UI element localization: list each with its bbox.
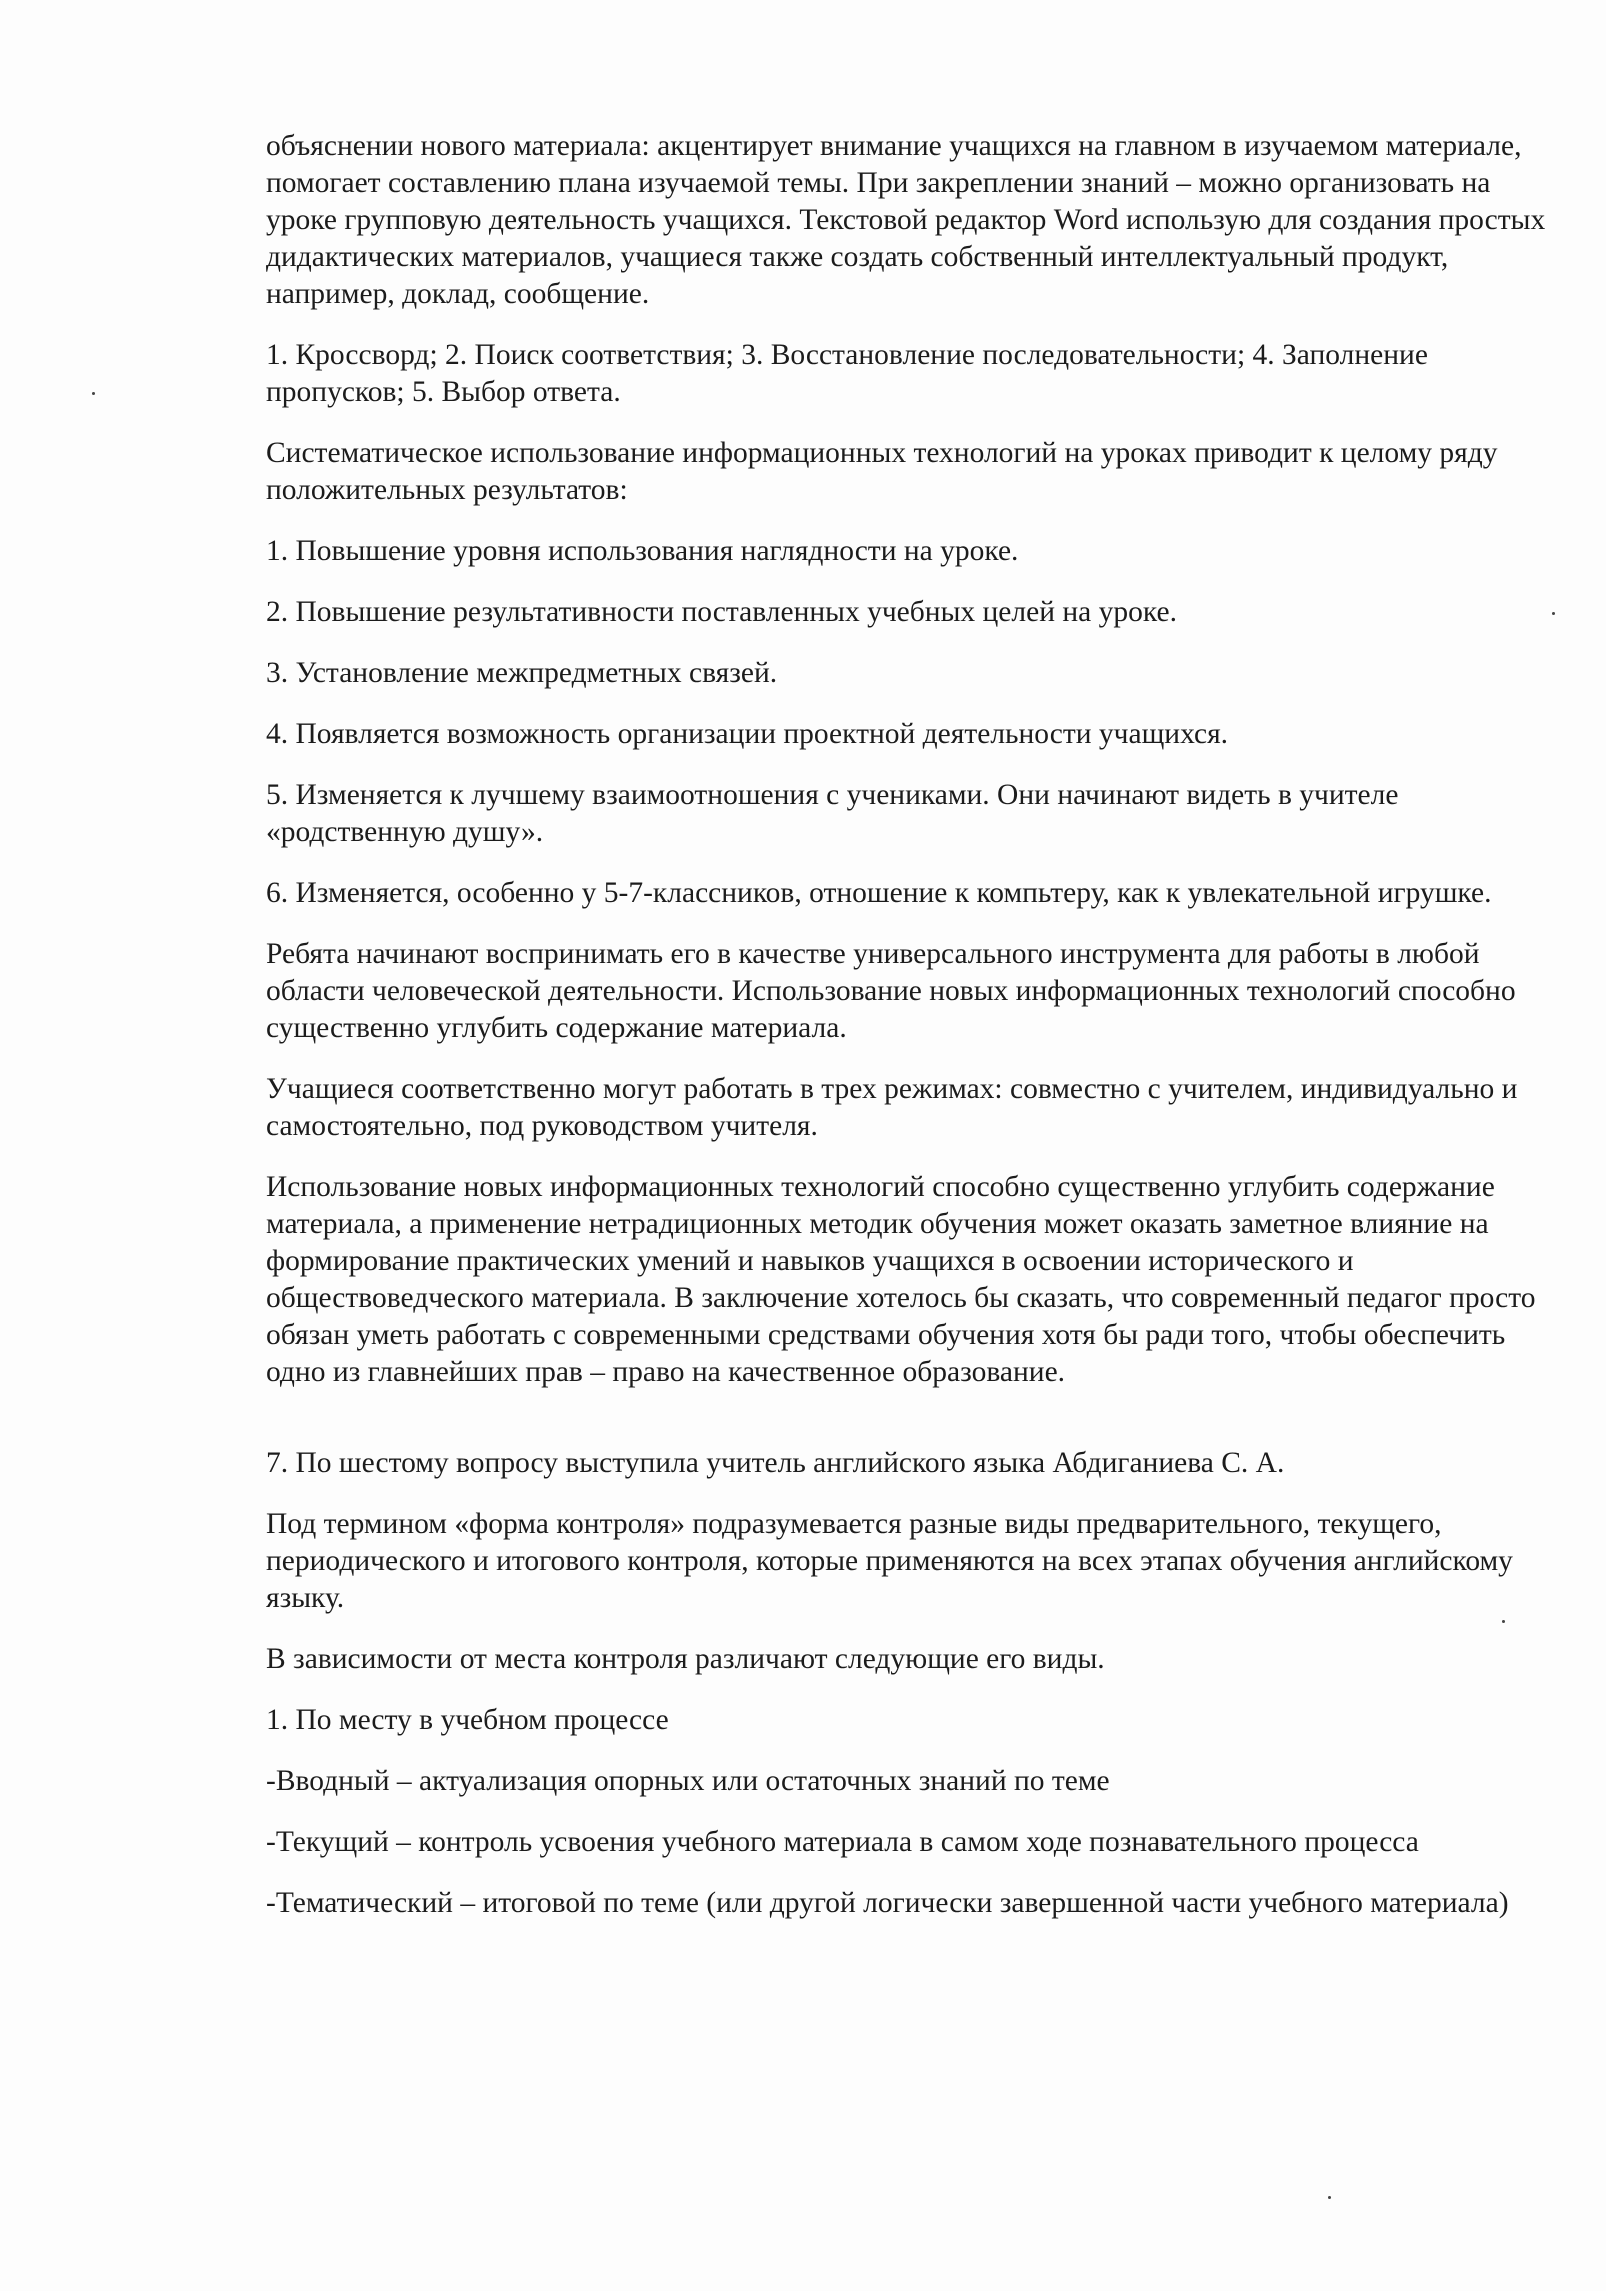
list-item-control-introductory: -Вводный – актуализация опорных или остаточных знаний по теме [266,1765,1110,1797]
scan-speck [1328,2196,1331,2199]
paragraph-results-intro: Систематическое использование информационных технологий на уроках приводит к целому ряду положительных результатов: [266,437,1498,506]
paragraph-exercise-types: 1. Кроссворд; 2. Поиск соответствия; 3. Восстановление последовательности; 4. Заполнение пропусков; 5. Выбор ответа. [266,339,1428,408]
list-item-control-current: -Текущий – контроль усвоения учебного материала в самом ходе познавательного процесса [266,1826,1419,1858]
paragraph-intro-continuation: объяснении нового материала: акцентирует внимание учащихся на главном в изучаемом материале, помогает составлению плана изучаемой темы. При закреплении знаний – можно организовать на уроке групповую деятельность учащихся. Текстовой редактор Word использую для создания простых дидактических материалов, учащиеся также создать собственный интеллектуальный продукт, например, доклад, сообщение. [266,130,1546,310]
list-item-control-1: 1. По месту в учебном процессе [266,1704,669,1736]
paragraph-conclusion: Использование новых информационных технологий способно существенно углубить содержание материала, а применение нетрадиционных методик обучения может оказать заметное влияние на формирование практических умений и навыков учащихся в освоении исторического и обществоведческого материала. В заключение хотелось бы сказать, что современный педагог просто обязан уметь работать с современными средствами обучения хотя бы ради того, чтобы обеспечить одно из главнейших прав – право на качественное образование. [266,1171,1536,1388]
list-item-control-thematic: -Тематический – итоговой по теме (или другой логически завершенной части учебного материала) [266,1887,1509,1919]
paragraph-control-types-intro: В зависимости от места контроля различают следующие его виды. [266,1643,1105,1675]
paragraph-control-form: Под термином «форма контроля» подразумевается разные виды предварительного, текущего, периодического и итогового контроля, которые применяются на всех этапах обучения английскому языку. [266,1508,1513,1614]
paragraph-work-modes: Учащиеся соответственно могут работать в трех режимах: совместно с учителем, индивидуально и самостоятельно, под руководством учителя. [266,1073,1518,1142]
paragraph-universal-tool: Ребята начинают воспринимать его в качестве универсального инструмента для работы в любой области человеческой деятельности. Использование новых информационных технологий способно существенно углубить содержание материала. [266,938,1516,1044]
section-heading-question-7: 7. По шестому вопросу выступила учитель английского языка Абдиганиева С. А. [266,1447,1285,1479]
list-item-result-4: 4. Появляется возможность организации проектной деятельности учащихся. [266,718,1229,750]
scan-speck [92,392,95,395]
list-item-result-6: 6. Изменяется, особенно у 5-7-классников, отношение к компьтеру, как к увлекательной игрушке. [266,877,1492,909]
document-body [266,128,1556,1946]
list-item-result-3: 3. Установление межпредметных связей. [266,657,778,689]
list-item-result-2: 2. Повышение результативности поставленных учебных целей на уроке. [266,596,1177,628]
list-item-result-5: 5. Изменяется к лучшему взаимоотношения с учениками. Они начинают видеть в учителе «родственную душу». [266,779,1399,848]
list-item-result-1: 1. Повышение уровня использования наглядности на уроке. [266,535,1019,567]
